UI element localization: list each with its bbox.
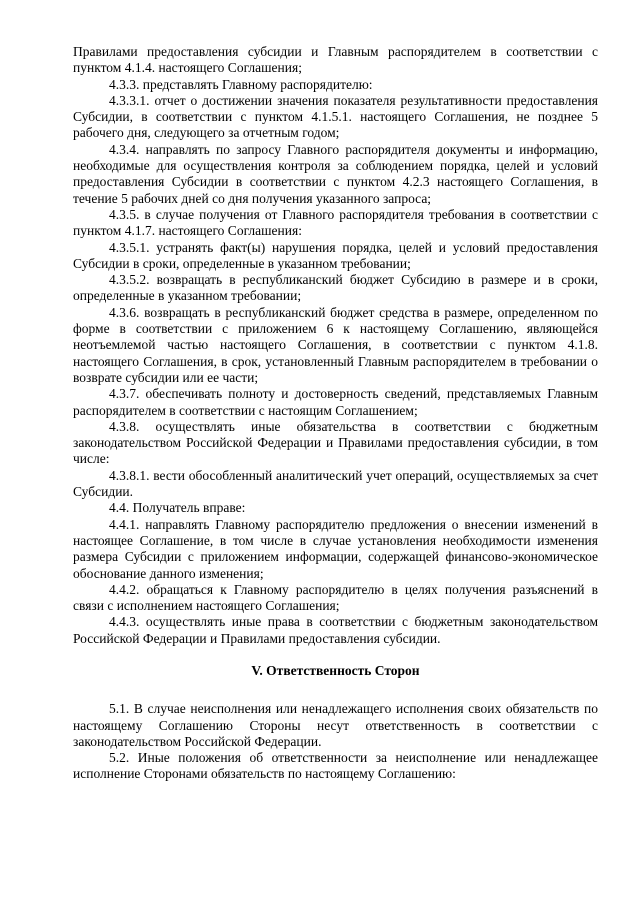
paragraph-4-3-4: 4.3.4. направлять по запросу Главного распорядителя документы и информацию, необходимые для осуществления контроля за соблюдением порядка, целей и условий предоставления Субсидии в соответствии с пунктом 4.2.3 настоящего Соглашения, в течение 5 рабочих дней со дня получения указанного запроса; (73, 141, 598, 206)
paragraph-4-3-8: 4.3.8. осуществлять иные обязательства в соответствии с бюджетным законодательством Российской Федерации и Правилами предоставления субсидии, в том числе: (73, 418, 598, 467)
paragraph-4-3-5-2: 4.3.5.2. возвращать в республиканский бюджет Субсидию в размере и в сроки, определенные в указанном требовании; (73, 272, 598, 304)
paragraph-4-4-1: 4.4.1. направлять Главному распорядителю предложения о внесении изменений в настоящее Соглашение, в том числе в случае установления необходимости изменения размера Субсидии с приложением информации, содержащей финансово-экономическое обоснование данного изменения; (73, 516, 598, 581)
document-body (73, 44, 598, 783)
paragraph-4-3-3-1: 4.3.3.1. отчет о достижении значения показателя результативности предоставления Субсидии, в соответствии с пунктом 4.1.5.1. настоящего Соглашения, не позднее 5 рабочего дня, следующего за отчетным годом; (73, 92, 598, 141)
paragraph-4-3-3: 4.3.3. представлять Главному распорядителю: (109, 76, 373, 92)
paragraph-4-3-5: 4.3.5. в случае получения от Главного распорядителя требования в соответствии с пунктом 4.1.7. настоящего Соглашения: (73, 206, 598, 239)
paragraph-4-3-6: 4.3.6. возвращать в республиканский бюджет средства в размере, определенном по форме в соответствии с приложением 6 к настоящему Соглашению, являющейся неотъемлемой частью настоящего Соглашения, в соответствии с пунктом 4.1.8. настоящего Соглашения, в срок, установленный Главным распорядителем в требовании о возврате субсидии или ее части; (73, 304, 598, 385)
paragraph-5-2: 5.2. Иные положения об ответственности за неисполнение или ненадлежащее исполнение Сторонами обязательств по настоящему Соглашению: (73, 750, 598, 782)
paragraph-5-1: 5.1. В случае неисполнения или ненадлежащего исполнения своих обязательств по настоящему Соглашению Стороны несут ответственность в соответствии с законодательством Российской Федерации. (73, 701, 598, 749)
section-4-continuation (73, 44, 598, 647)
paragraph-4-3-5-1: 4.3.5.1. устранять факт(ы) нарушения порядка, целей и условий предоставления Субсидии в сроки, определенные в указанном требовании; (73, 239, 598, 271)
paragraph-4-4: 4.4. Получатель вправе: (109, 500, 246, 516)
paragraph-4-4-3: 4.4.3. осуществлять иные права в соответствии с бюджетным законодательством Российской Федерации и Правилами предоставления субсидии. (73, 614, 598, 646)
paragraph-4-3-7: 4.3.7. обеспечивать полноту и достоверность сведений, представляемых Главным распорядителем в соответствии с настоящим Соглашением; (73, 386, 598, 418)
paragraph-cont: Правилами предоставления субсидии и Главным распорядителем в соответствии с пунктом 4.1.4. настоящего Соглашения; (73, 44, 598, 76)
paragraph-4-4-2: 4.4.2. обращаться к Главному распорядителю в целях получения разъяснений в связи с исполнением настоящего Соглашения; (73, 581, 598, 614)
section-heading: V. Ответственность Сторон (251, 662, 420, 678)
section-5-body (73, 701, 598, 782)
paragraph-4-3-8-1: 4.3.8.1. вести обособленный аналитический учет операций, осуществляемых за счет Субсидии. (73, 467, 598, 500)
